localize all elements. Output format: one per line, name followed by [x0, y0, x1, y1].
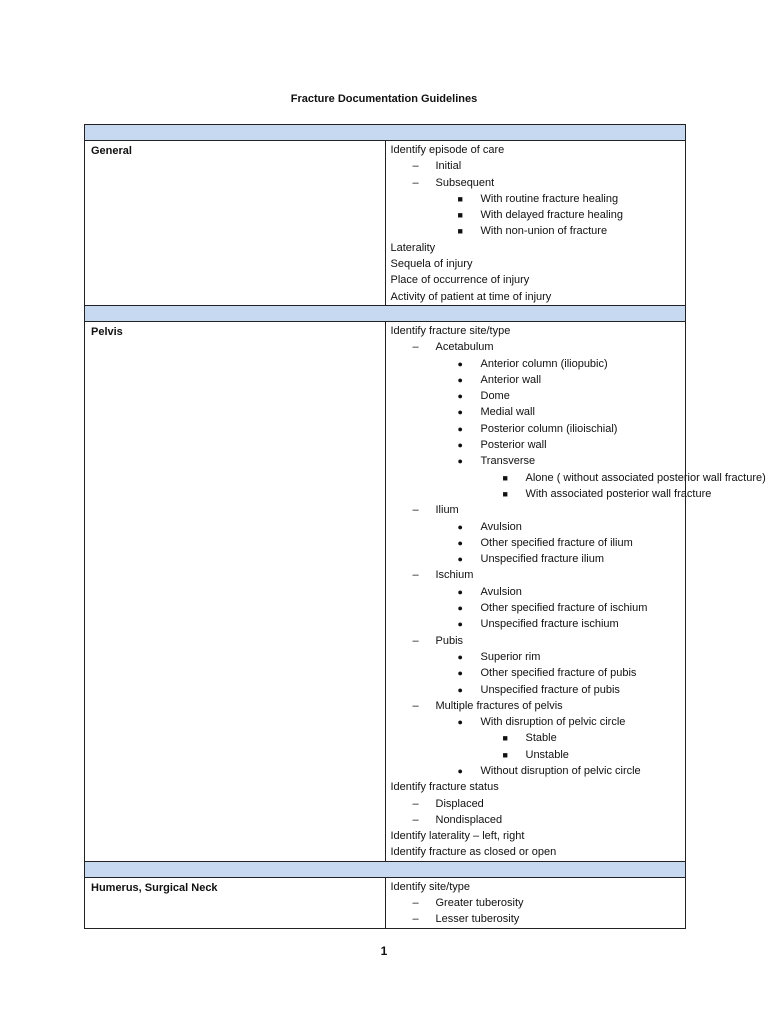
document-title: Fracture Documentation Guidelines — [290, 93, 478, 105]
guideline-text: Identify fracture site/type — [390, 324, 511, 337]
guideline-item — [386, 142, 686, 158]
guideline-text: Multiple fractures of pelvis — [435, 699, 563, 712]
guideline-text: Anterior wall — [480, 373, 542, 386]
category-label: General — [85, 141, 386, 306]
round-bullet-icon: ● — [457, 684, 463, 695]
guideline-item — [386, 289, 686, 305]
guideline-text: Laterality — [390, 241, 436, 254]
guideline-item — [386, 158, 686, 174]
square-bullet-icon: ■ — [457, 210, 463, 221]
guideline-text: Ilium — [435, 504, 459, 517]
header-band-cell — [85, 861, 686, 877]
dash-bullet-icon: – — [412, 569, 419, 582]
guideline-text: Other specified fracture of ilium — [480, 536, 633, 549]
guideline-item — [386, 535, 686, 551]
section-header-band — [85, 305, 686, 321]
guideline-item — [386, 828, 686, 844]
square-bullet-icon: ■ — [502, 488, 508, 499]
guideline-item — [386, 372, 686, 388]
guideline-text: Avulsion — [480, 520, 522, 533]
round-bullet-icon: ● — [457, 358, 463, 369]
round-bullet-icon: ● — [457, 554, 463, 565]
round-bullet-icon: ● — [457, 603, 463, 614]
guideline-item — [386, 404, 686, 420]
dash-bullet-icon: – — [412, 913, 419, 926]
category-label: Humerus, Surgical Neck — [85, 877, 386, 928]
section-header-band — [85, 125, 686, 141]
guideline-item — [386, 191, 686, 207]
guideline-item — [386, 844, 686, 860]
guideline-item — [386, 207, 686, 223]
round-bullet-icon: ● — [457, 456, 463, 467]
guideline-text: Identify episode of care — [390, 144, 505, 156]
guideline-text: Alone ( without associated posterior wall fracture) — [525, 471, 766, 484]
guideline-item — [386, 796, 686, 812]
guideline-text: Sequela of injury — [390, 258, 473, 271]
dash-bullet-icon: – — [412, 634, 419, 647]
guideline-item — [386, 730, 686, 746]
guideline-text: Displaced — [435, 797, 484, 810]
dash-bullet-icon: – — [412, 813, 419, 826]
guideline-text: Identify laterality – left, right — [390, 830, 525, 843]
guideline-item — [386, 600, 686, 616]
guideline-item — [386, 519, 686, 535]
guideline-item — [386, 421, 686, 437]
dash-bullet-icon: – — [412, 341, 419, 354]
section-row — [85, 877, 686, 928]
dash-bullet-icon: – — [412, 699, 419, 712]
round-bullet-icon: ● — [457, 765, 463, 776]
guideline-item — [386, 388, 686, 404]
round-bullet-icon: ● — [457, 668, 463, 679]
guideline-item — [386, 567, 686, 583]
page-number: 1 — [380, 944, 388, 958]
round-bullet-icon: ● — [457, 717, 463, 728]
guideline-item — [386, 502, 686, 518]
guideline-item — [386, 649, 686, 665]
guideline-text: Unspecified fracture ilium — [480, 553, 604, 566]
guideline-text: Posterior column (ilioischial) — [480, 422, 618, 435]
guideline-text: Place of occurrence of injury — [390, 274, 530, 287]
round-bullet-icon: ● — [457, 423, 463, 434]
guideline-text: Avulsion — [480, 585, 522, 598]
round-bullet-icon: ● — [457, 407, 463, 418]
guideline-text: Other specified fracture of ischium — [480, 602, 648, 615]
guideline-text: Subsequent — [435, 176, 495, 189]
guideline-text: With associated posterior wall fracture — [525, 487, 712, 500]
guideline-item — [386, 895, 686, 911]
header-band-cell — [85, 305, 686, 321]
guideline-item — [386, 584, 686, 600]
guideline-item — [386, 175, 686, 191]
guideline-item — [386, 714, 686, 730]
dash-bullet-icon: – — [412, 176, 419, 189]
square-bullet-icon: ■ — [457, 226, 463, 237]
guideline-text: Activity of patient at time of injury — [390, 290, 552, 303]
guideline-item — [386, 223, 686, 239]
guideline-text: Lesser tuberosity — [435, 913, 520, 926]
guideline-item — [386, 698, 686, 714]
guideline-item — [386, 682, 686, 698]
dash-bullet-icon: – — [412, 160, 419, 173]
dash-bullet-icon: – — [412, 797, 419, 810]
guideline-item — [386, 356, 686, 372]
guideline-text: Identify site/type — [390, 880, 470, 893]
round-bullet-icon: ● — [457, 651, 463, 662]
guideline-text: Unstable — [525, 748, 569, 761]
guideline-item — [386, 763, 686, 779]
round-bullet-icon: ● — [457, 521, 463, 532]
guideline-text: Stable — [525, 732, 557, 745]
guideline-text: With delayed fracture healing — [480, 209, 623, 222]
guideline-item — [386, 240, 686, 256]
guideline-text: Acetabulum — [435, 341, 494, 354]
guideline-item — [386, 272, 686, 288]
guideline-text: Unspecified fracture ischium — [480, 618, 619, 631]
guideline-text: Ischium — [435, 569, 474, 582]
guideline-item — [386, 486, 712, 502]
guideline-text: With routine fracture healing — [480, 192, 619, 205]
guideline-item — [386, 779, 686, 795]
square-bullet-icon: ■ — [457, 193, 463, 204]
dash-bullet-icon: – — [412, 897, 419, 910]
guideline-item — [386, 470, 766, 486]
square-bullet-icon: ■ — [502, 733, 508, 744]
guideline-cell — [385, 321, 766, 861]
guideline-item — [386, 633, 686, 649]
guideline-item — [386, 747, 686, 763]
guideline-text: Pubis — [435, 634, 464, 647]
guideline-item — [386, 911, 686, 927]
round-bullet-icon: ● — [457, 391, 463, 402]
round-bullet-icon: ● — [457, 440, 463, 451]
guideline-cell — [385, 141, 686, 306]
guideline-item — [386, 256, 686, 272]
square-bullet-icon: ■ — [502, 749, 508, 760]
guideline-text: Superior rim — [480, 650, 541, 663]
guidelines-table — [84, 124, 766, 929]
guideline-item — [386, 665, 686, 681]
guideline-text: Initial — [435, 160, 462, 173]
guideline-cell — [385, 877, 686, 928]
guideline-text: With non-union of fracture — [480, 225, 608, 238]
guideline-text: Dome — [480, 390, 510, 403]
guideline-item — [386, 879, 686, 895]
section-row — [85, 321, 686, 861]
guideline-item — [386, 812, 686, 828]
guideline-text: Greater tuberosity — [435, 897, 524, 910]
guideline-text: Anterior column (iliopubic) — [480, 357, 608, 370]
round-bullet-icon: ● — [457, 537, 463, 548]
header-band-cell — [85, 125, 686, 141]
guideline-text: Nondisplaced — [435, 813, 503, 826]
guideline-text: Other specified fracture of pubis — [480, 667, 637, 680]
guideline-text: Transverse — [480, 455, 536, 468]
round-bullet-icon: ● — [457, 586, 463, 597]
round-bullet-icon: ● — [457, 619, 463, 630]
guideline-text: Without disruption of pelvic circle — [480, 764, 641, 777]
guideline-text: With disruption of pelvic circle — [480, 716, 626, 729]
guideline-text: Posterior wall — [480, 439, 547, 452]
guideline-text: Identify fracture as closed or open — [390, 846, 557, 859]
guideline-item — [386, 616, 686, 632]
guideline-text: Unspecified fracture of pubis — [480, 683, 620, 696]
square-bullet-icon: ■ — [502, 472, 508, 483]
guideline-item — [386, 339, 686, 355]
guideline-item — [386, 453, 686, 469]
guideline-text: Identify fracture status — [390, 781, 499, 794]
guideline-item — [386, 437, 686, 453]
section-header-band — [85, 861, 686, 877]
guideline-text: Medial wall — [480, 406, 535, 419]
guideline-item — [386, 323, 686, 339]
guideline-item — [386, 551, 686, 567]
category-label: Pelvis — [85, 321, 386, 861]
dash-bullet-icon: – — [412, 504, 419, 517]
section-row — [85, 141, 686, 306]
round-bullet-icon: ● — [457, 374, 463, 385]
